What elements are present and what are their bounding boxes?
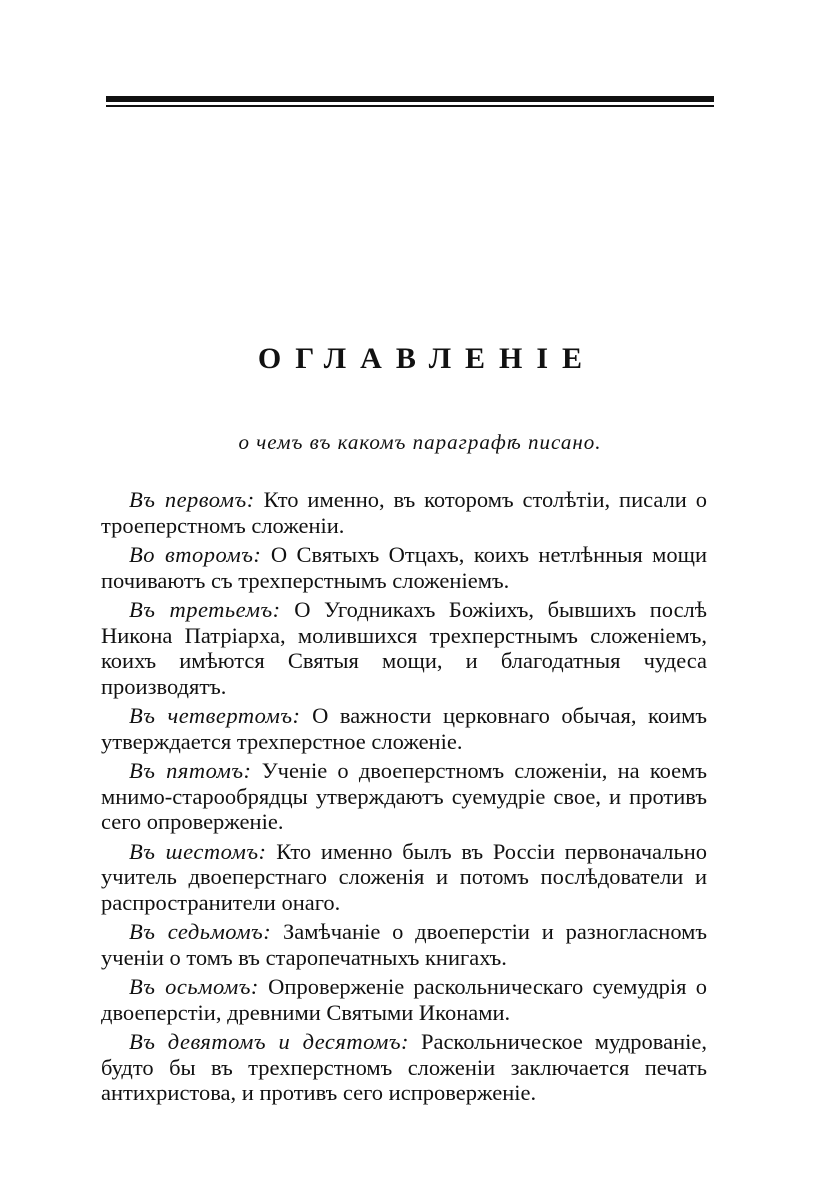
header-double-rule xyxy=(106,96,714,107)
toc-entry-text: Кто именно, въ которомъ столѣтіи, писали о троеперстномъ сложеніи. xyxy=(101,487,707,538)
toc-entry-label: Въ четвертомъ: xyxy=(129,703,301,728)
toc-entry-label: Въ седьмомъ: xyxy=(129,919,272,944)
toc-entry-text: Опроверженіе раскольническаго суемудрія о двоеперстіи, древними Святыми Иконами. xyxy=(101,974,708,1025)
page-title: ОГЛАВЛЕНІЕ xyxy=(257,342,597,376)
toc-entry-6 xyxy=(101,839,707,916)
toc-entry-label: Во второмъ: xyxy=(129,542,262,567)
toc-entry-text: Ученіе о двоеперстномъ сложеніи, на коемъ мнимо-старообрядцы утверждаютъ суемудріе свое, и противъ сего опроверженіе. xyxy=(101,758,707,834)
toc-entry-1 xyxy=(101,487,707,538)
toc-entry-text: О важности церковнаго обычая, коимъ утверждается трехперстное сложеніе. xyxy=(101,703,708,754)
toc-entry-label: Въ шестомъ: xyxy=(129,838,267,864)
toc-entry-2 xyxy=(101,542,707,593)
toc-entry-7 xyxy=(101,919,707,970)
toc-entry-label: Въ третьемъ: xyxy=(129,597,281,622)
toc-entry-text: Кто именно былъ въ Россіи первоначально учитель двоеперстнаго сложенія и потомъ послѣдователи и распространители онаго. xyxy=(101,838,707,915)
toc-entry-8 xyxy=(101,974,707,1025)
toc-entry-label: Въ девятомъ и десятомъ: xyxy=(129,1029,410,1054)
toc-entry-9 xyxy=(101,1029,707,1106)
toc-entry-text: О Святыхъ Отцахъ, коихъ нетлѣнныя мощи почиваютъ съ трехперстнымъ сложеніемъ. xyxy=(101,542,708,593)
toc-entry-5 xyxy=(101,758,707,835)
toc-entry-text: Замѣчаніе о двоеперстіи и разногласномъ ученіи о томъ въ старопечатныхъ книгахъ. xyxy=(101,919,708,970)
toc-entry-text: О Угодникахъ Божіихъ, бывшихъ послѣ Никона Патріарха, молившихся трехперстнымъ сложеніемъ, коихъ имѣются Святыя мощи, и благодатныя чудеса производятъ. xyxy=(101,597,707,699)
page-subtitle: о чемъ въ какомъ параграфѣ писано. xyxy=(238,430,602,454)
toc-entry-label: Въ осьмомъ: xyxy=(129,974,259,999)
toc-entry-text: Раскольническое мудрованіе, будто бы въ трехперстномъ сложеніи заключается печать антихристова, и противъ сего испроверженіе. xyxy=(101,1029,708,1105)
toc-entry-label: Въ пятомъ: xyxy=(129,758,252,783)
header-rule-thin xyxy=(106,105,714,107)
toc-entry-4 xyxy=(101,703,707,754)
toc-entry-label: Въ первомъ: xyxy=(129,487,255,512)
toc-entry-3 xyxy=(101,597,707,699)
table-of-contents xyxy=(101,487,707,1110)
header-rule-thick xyxy=(106,96,714,102)
